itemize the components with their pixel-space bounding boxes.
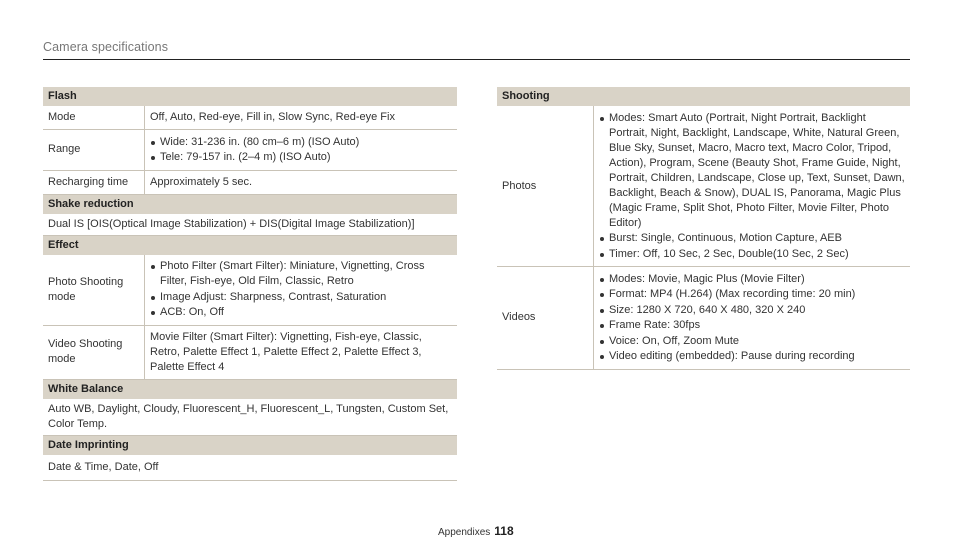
bullet-list: [599, 271, 905, 365]
left-spec-table: [43, 87, 457, 481]
section-header-effect: Effect: [43, 236, 457, 255]
list-item: Frame Rate: 30fps: [599, 318, 905, 333]
bullet-list: [150, 259, 452, 321]
list-item: Timer: Off, 10 Sec, 2 Sec, Double(10 Sec, 2 Sec): [599, 247, 905, 262]
list-item: Size: 1280 X 720, 640 X 480, 320 X 240: [599, 303, 905, 318]
row-label: Mode: [43, 106, 145, 129]
right-spec-table: [497, 87, 910, 370]
date-imprinting-value: Date & Time, Date, Off: [43, 455, 457, 481]
table-row-flash-mode: [43, 106, 457, 130]
list-item: ACB: On, Off: [150, 305, 452, 320]
list-item: Voice: On, Off, Zoom Mute: [599, 334, 905, 349]
page-number: 118: [494, 524, 514, 538]
footer-section-name: Appendixes: [438, 527, 491, 538]
list-item: Format: MP4 (H.264) (Max recording time: 20 min): [599, 287, 905, 302]
section-header-shake-reduction: Shake reduction: [43, 195, 457, 214]
bullet-list: [599, 110, 905, 262]
table-row-recharging-time: [43, 171, 457, 195]
white-balance-value: Auto WB, Daylight, Cloudy, Fluorescent_H, Fluorescent_L, Tungsten, Custom Set, Color Temp.: [43, 399, 457, 436]
table-row-videos: [497, 267, 910, 370]
table-row-photo-shooting-mode: [43, 255, 457, 326]
list-item: Tele: 79-157 in. (2–4 m) (ISO Auto): [150, 150, 452, 165]
row-value: Off, Auto, Red-eye, Fill in, Slow Sync, Red-eye Fix: [150, 111, 395, 123]
row-value: [145, 130, 457, 170]
section-header-shooting: Shooting: [497, 87, 910, 106]
row-label: Photos: [497, 106, 594, 266]
row-label: Video Shooting mode: [43, 326, 145, 379]
list-item: Modes: Movie, Magic Plus (Movie Filter): [599, 272, 905, 287]
list-item: Wide: 31-236 in. (80 cm–6 m) (ISO Auto): [150, 135, 452, 150]
table-row-video-shooting-mode: [43, 326, 457, 380]
section-header-flash: Flash: [43, 87, 457, 106]
list-item: Photo Filter (Smart Filter): Miniature, Vignetting, Cross Filter, Fish-eye, Old Film, Classic, Retro: [150, 259, 452, 289]
row-label: Videos: [497, 267, 594, 369]
row-label: Photo Shooting mode: [43, 255, 145, 325]
list-item: Image Adjust: Sharpness, Contrast, Saturation: [150, 290, 452, 305]
bullet-list: [150, 134, 452, 166]
table-row-photos: [497, 106, 910, 267]
list-item: Video editing (embedded): Pause during recording: [599, 349, 905, 364]
row-value: Approximately 5 sec.: [150, 175, 253, 188]
row-value: [145, 255, 457, 325]
row-value: [594, 106, 910, 266]
table-row-flash-range: [43, 130, 457, 171]
page-footer: [438, 524, 514, 538]
page-header-title: Camera specifications: [43, 40, 169, 54]
section-header-date-imprinting: Date Imprinting: [43, 436, 457, 455]
section-header-white-balance: White Balance: [43, 380, 457, 399]
list-item: Burst: Single, Continuous, Motion Capture, AEB: [599, 231, 905, 246]
row-label: Recharging time: [43, 171, 145, 194]
list-item: Modes: Smart Auto (Portrait, Night Portrait, Backlight Portrait, Night, Backlight, Landscape, White, Natural Green, Blue Sky, Sunset, Macro, Macro text, Macro Color, Tripod, Action), Program, Scene (Beauty Shot, Frame Guide, Night, Portrait, Children, Landscape, Close up, Text, Sunset, Dawn, Backlight, Beach & Snow), DUAL IS, Panorama, Magic Plus (Magic Frame, Split Shot, Photo Filter, Movie Filter, Photo Editor): [599, 111, 905, 231]
row-label: Range: [43, 130, 145, 170]
row-value: Movie Filter (Smart Filter): Vignetting, Fish-eye, Classic, Retro, Palette Effect 1, Palette Effect 2, Palette Effect 3, Palette Effect 4: [150, 330, 422, 373]
shake-reduction-value: Dual IS [OIS(Optical Image Stabilization) + DIS(Digital Image Stabilization)]: [43, 214, 457, 236]
header-divider: [43, 59, 910, 60]
row-value: [594, 267, 910, 369]
